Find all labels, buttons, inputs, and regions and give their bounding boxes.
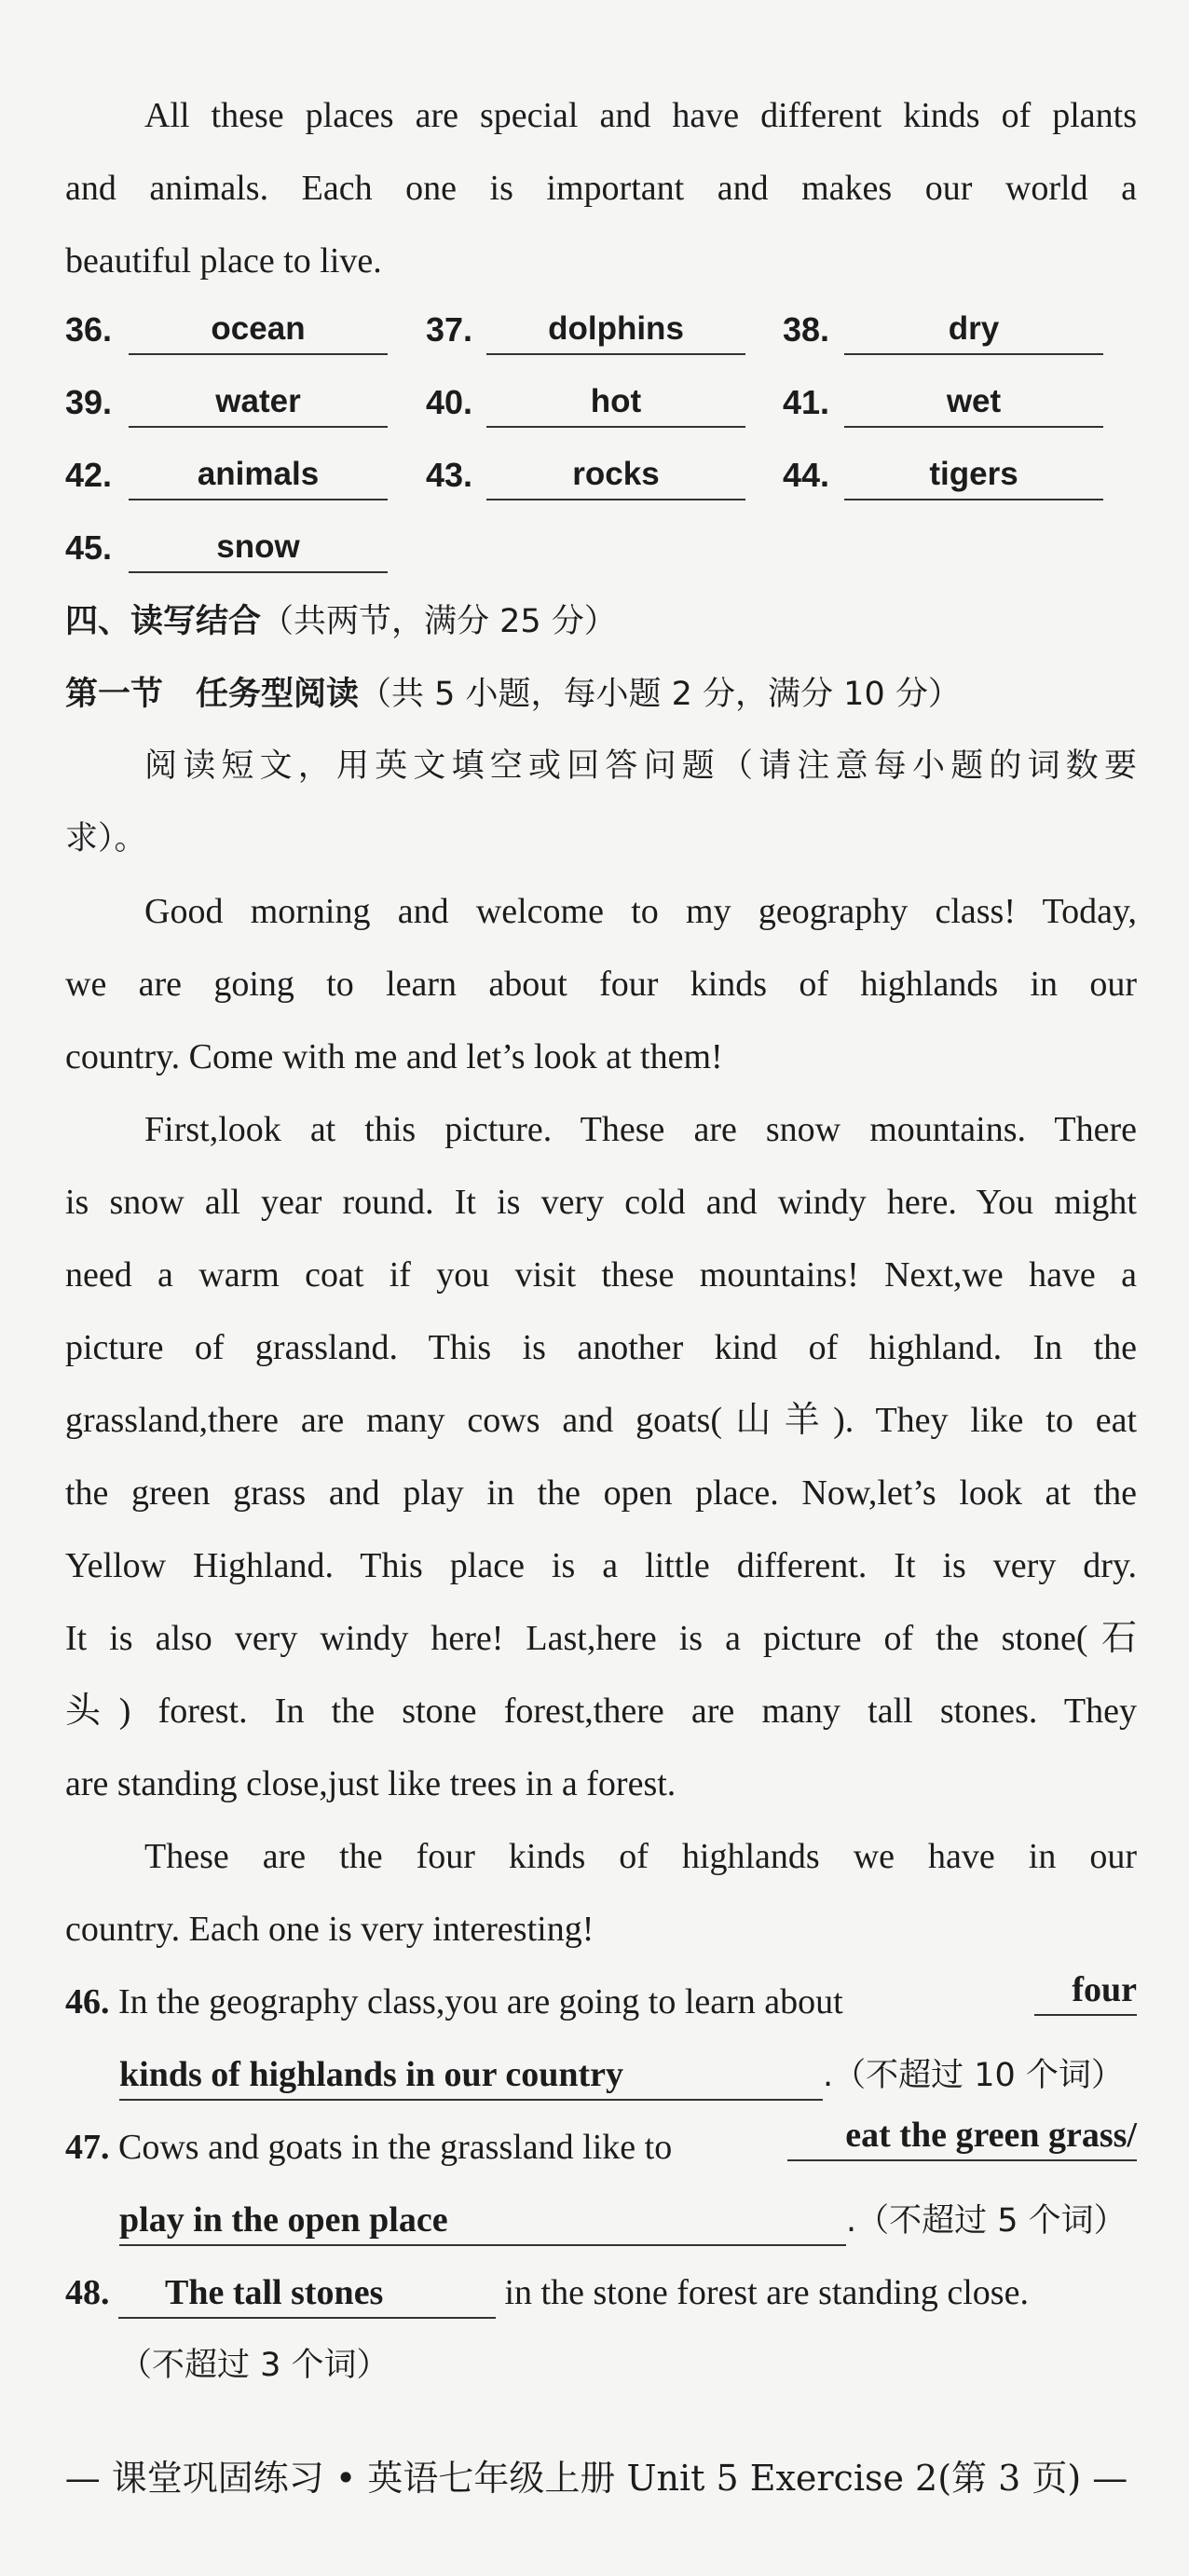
answer-number: 37.: [426, 310, 473, 349]
part-title: 第一节 任务型阅读: [65, 676, 360, 713]
answer-number: 41.: [783, 383, 830, 421]
answer-number: 44.: [783, 456, 830, 494]
passage-line: Good morning and welcome to my geography class! Today,: [144, 892, 1137, 931]
answer-blank: The tall stones: [118, 2268, 496, 2319]
instruction-line-1: 阅读短文，用英文填空或回答问题（请注意每小题的词数要: [144, 747, 1137, 785]
question-47: [65, 2111, 1137, 2184]
answer-blank: ocean: [129, 301, 388, 355]
answer-number: 42.: [65, 456, 113, 494]
intro-line-3: beautiful place to live.: [65, 241, 382, 281]
question-47-cont: [119, 2184, 1137, 2256]
passage-line: 头) forest. In the stone forest,there are many tall stones. They: [65, 1692, 1137, 1731]
answer-number: 43.: [426, 456, 473, 494]
answer-row: [65, 366, 1137, 439]
answer-row: [65, 294, 1137, 366]
page-footer: — 课堂巩固练习 • 英语七年级上册 Unit 5 Exercise 2(第 3 页) —: [64, 2458, 1128, 2499]
question-48: [65, 2256, 1137, 2329]
passage-line: These are the four kinds of highlands we have in our: [144, 1837, 1137, 1876]
answer-blank: four: [1034, 1966, 1137, 2016]
answer-blank: dolphins: [486, 301, 745, 355]
section-title: 四、读写结合: [65, 603, 262, 640]
passage-line: country. Each one is very interesting!: [65, 1910, 594, 1949]
word-limit: .（不超过 10 个词）: [823, 2057, 1124, 2094]
answer-blank: play in the open place: [119, 2196, 846, 2246]
question-text: Cows and goats in the grassland like to: [118, 2128, 673, 2167]
word-limit: .（不超过 5 个词）: [846, 2202, 1127, 2240]
answer-number: 36.: [65, 310, 113, 349]
answer-row: [65, 439, 1137, 512]
intro-line-1: All these places are special and have different kinds of plants: [144, 96, 1137, 135]
passage-line: we are going to learn about four kinds of highlands in our: [65, 965, 1137, 1004]
passage-line: grassland,there are many cows and goats(山羊). They like to eat: [65, 1401, 1137, 1440]
answer-blank: hot: [486, 374, 745, 428]
question-text: in the stone forest are standing close.: [504, 2273, 1029, 2312]
passage-line: the green grass and play in the open place. Now,let’s look at the: [65, 1473, 1137, 1513]
instruction-line-2: 求）。: [65, 820, 147, 857]
answer-number: 45.: [65, 528, 113, 567]
answer-number: 39.: [65, 383, 113, 421]
part-heading: [65, 657, 1137, 730]
passage-line: country. Come with me and let’s look at them!: [65, 1037, 723, 1076]
passage-line: picture of grassland. This is another kind of highland. In the: [65, 1328, 1137, 1367]
question-46-cont: [119, 2038, 1137, 2111]
passage-line: are standing close,just like trees in a forest.: [65, 1764, 676, 1803]
answer-number: 40.: [426, 383, 473, 421]
answer-blank: water: [129, 374, 388, 428]
answer-blank: animals: [129, 446, 388, 500]
answer-blank: eat the green grass/: [787, 2111, 1137, 2161]
answer-number: 38.: [783, 310, 830, 349]
part-note: （共 5 小题，每小题 2 分，满分 10 分）: [359, 676, 961, 713]
question-text: In the geography class,you are going to learn about: [118, 1982, 843, 2021]
section-heading: [65, 584, 1137, 657]
answer-blank: rocks: [486, 446, 745, 500]
question-number: 47.: [65, 2128, 110, 2167]
question-number: 46.: [65, 1982, 110, 2021]
passage-line: is snow all year round. It is very cold and windy here. You might: [65, 1183, 1137, 1222]
word-limit: （不超过 3 个词）: [119, 2347, 390, 2384]
passage-line: First,look at this picture. These are snow mountains. There: [144, 1110, 1137, 1149]
answer-blank: kinds of highlands in our country: [119, 2050, 823, 2101]
answer-blank: dry: [844, 301, 1103, 355]
section-note: （共两节，满分 25 分）: [261, 603, 617, 640]
answer-blank: wet: [844, 374, 1103, 428]
answer-row: [65, 512, 1137, 584]
answer-blank: snow: [129, 519, 388, 573]
passage-line: need a warm coat if you visit these mountains! Next,we have a: [65, 1255, 1137, 1295]
question-46: [65, 1966, 1137, 2038]
intro-line-2: and animals. Each one is important and makes our world a: [65, 169, 1137, 208]
question-number: 48.: [65, 2273, 110, 2312]
passage-line: It is also very windy here! Last,here is a picture of the stone(石: [65, 1619, 1137, 1658]
passage-line: Yellow Highland. This place is a little different. It is very dry.: [65, 1546, 1137, 1585]
answer-blank: tigers: [844, 446, 1103, 500]
